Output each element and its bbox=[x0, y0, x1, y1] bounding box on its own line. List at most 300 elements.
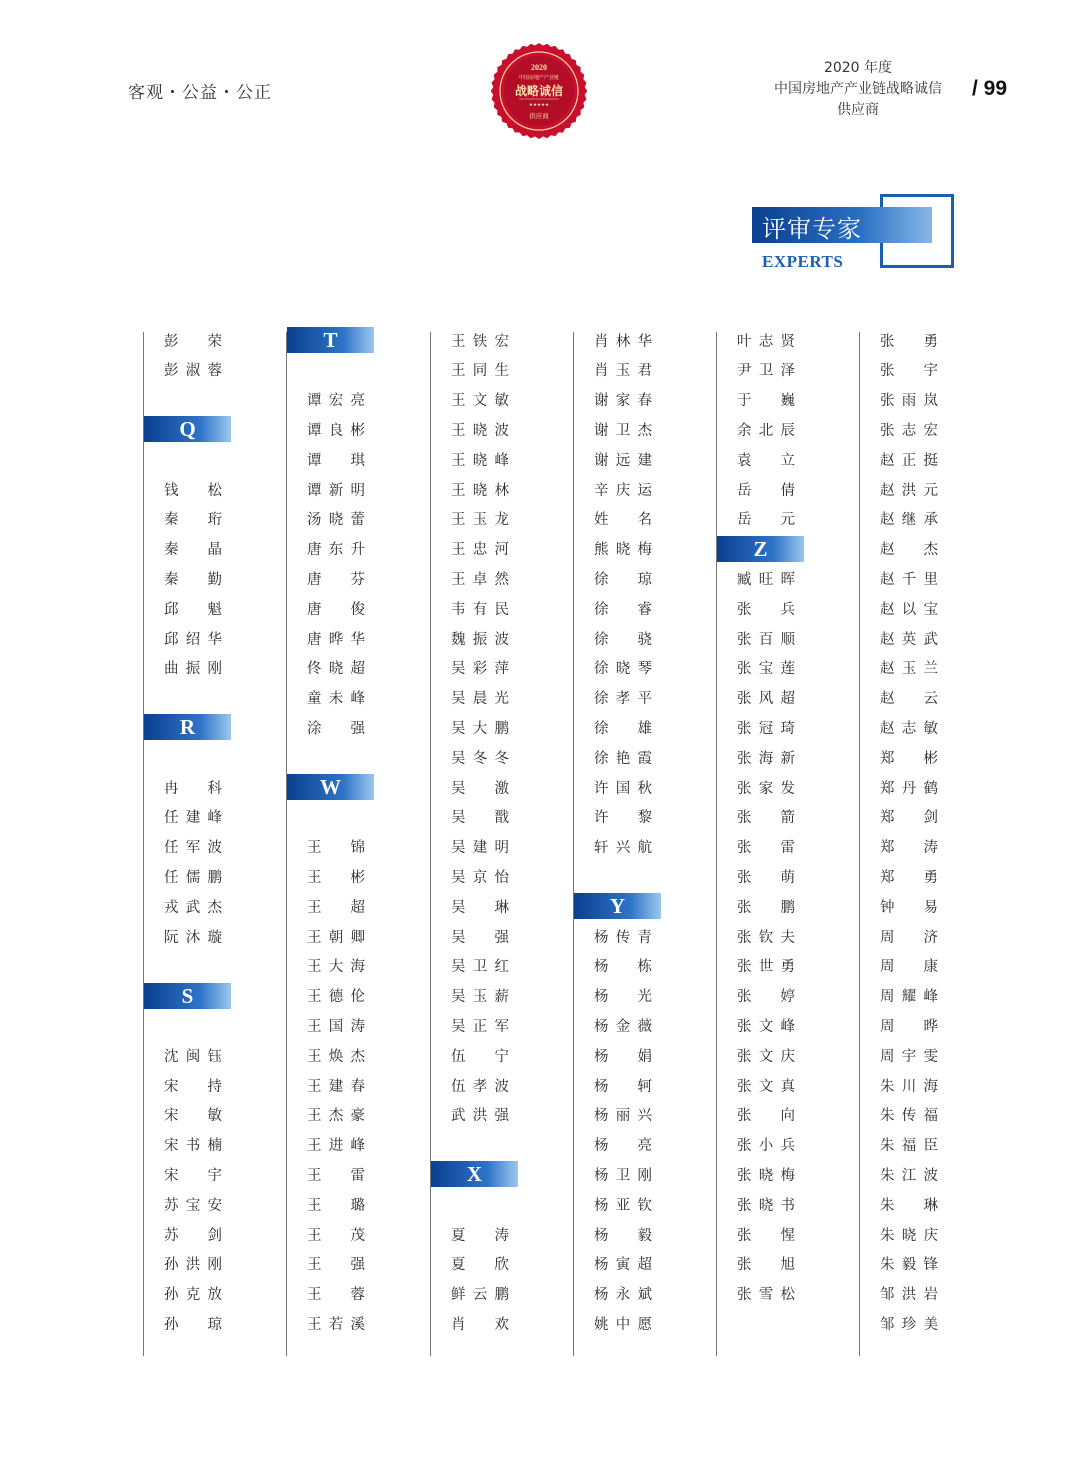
name-character: 楠 bbox=[207, 1138, 222, 1155]
name-character: 红 bbox=[494, 959, 509, 976]
name-character: 宇 bbox=[901, 1048, 917, 1065]
expert-name-text bbox=[880, 838, 938, 856]
name-character: 伦 bbox=[350, 989, 365, 1006]
expert-name-text bbox=[880, 480, 938, 498]
expert-name-text bbox=[451, 510, 509, 528]
name-character: 新 bbox=[780, 750, 795, 767]
expert-name-text bbox=[594, 718, 652, 736]
name-character: 王 bbox=[307, 1138, 322, 1155]
name-character: 黎 bbox=[637, 810, 652, 827]
name-character: 明 bbox=[494, 840, 509, 857]
name-character: 宝 bbox=[758, 661, 774, 678]
name-character: 彭 bbox=[164, 333, 179, 350]
name-character: 杨 bbox=[594, 989, 609, 1006]
name-character: 周 bbox=[880, 1048, 895, 1065]
name-character: 彩 bbox=[472, 661, 488, 678]
name-character: 军 bbox=[185, 840, 201, 857]
expert-name-text bbox=[737, 927, 795, 945]
name-character: 王 bbox=[451, 333, 466, 350]
expert-name-text bbox=[307, 838, 365, 856]
expert-name-text bbox=[307, 897, 365, 915]
name-character: 强 bbox=[494, 1108, 509, 1125]
name-character: 骁 bbox=[637, 631, 652, 648]
name-character: 升 bbox=[350, 542, 365, 559]
name-character: 吴 bbox=[451, 929, 466, 946]
name-character: 晓 bbox=[758, 1197, 774, 1214]
name-character: 周 bbox=[880, 959, 895, 976]
name-character: 琼 bbox=[637, 571, 652, 588]
name-character: 琪 bbox=[350, 452, 365, 469]
name-character: 朱 bbox=[880, 1167, 895, 1184]
name-character: 远 bbox=[615, 452, 631, 469]
name-character: 玉 bbox=[472, 989, 488, 1006]
name-character: 赵 bbox=[880, 542, 895, 559]
expert-name-text bbox=[594, 659, 652, 677]
name-character: 济 bbox=[923, 929, 938, 946]
expert-name-text bbox=[307, 420, 365, 438]
expert-name-text bbox=[594, 1255, 652, 1273]
expert-name-text bbox=[307, 1076, 365, 1094]
expert-name-text bbox=[451, 748, 509, 766]
name-character: 若 bbox=[328, 1316, 344, 1333]
expert-name-text bbox=[737, 987, 795, 1005]
name-character: 蓉 bbox=[350, 1287, 365, 1304]
expert-name-text bbox=[307, 599, 365, 617]
name-character: 杨 bbox=[594, 1138, 609, 1155]
expert-name-text bbox=[594, 1165, 652, 1183]
expert-name-text bbox=[307, 480, 365, 498]
expert-name-text bbox=[164, 1165, 222, 1183]
name-character: 任 bbox=[164, 810, 179, 827]
expert-name-text bbox=[307, 1046, 365, 1064]
name-character: 杨 bbox=[594, 1108, 609, 1125]
name-character: 沈 bbox=[164, 1048, 179, 1065]
name-character: 华 bbox=[350, 631, 365, 648]
name-character: 兵 bbox=[780, 601, 795, 618]
name-character: 张 bbox=[737, 959, 752, 976]
expert-name-text bbox=[451, 1225, 509, 1243]
name-column bbox=[143, 332, 286, 1356]
expert-name-text bbox=[164, 1255, 222, 1273]
name-character: 金 bbox=[615, 1018, 631, 1035]
name-character: 文 bbox=[472, 393, 488, 410]
name-character: 张 bbox=[737, 929, 752, 946]
name-character: 邱 bbox=[164, 601, 179, 618]
expert-name-text bbox=[737, 659, 795, 677]
expert-name-text bbox=[594, 361, 652, 379]
name-character: 洪 bbox=[901, 482, 917, 499]
name-character: 萌 bbox=[780, 869, 795, 886]
name-character: 忠 bbox=[472, 542, 488, 559]
name-character: 强 bbox=[350, 1257, 365, 1274]
name-character: 卫 bbox=[615, 422, 631, 439]
letter-heading: S bbox=[144, 983, 231, 1009]
name-character: 王 bbox=[307, 1108, 322, 1125]
name-character: 叶 bbox=[737, 333, 752, 350]
expert-name-text bbox=[737, 1195, 795, 1213]
name-character: 松 bbox=[207, 482, 222, 499]
seal-title: 战略诚信 bbox=[514, 84, 564, 98]
name-character: 宝 bbox=[923, 601, 938, 618]
name-character: 卫 bbox=[758, 363, 774, 380]
name-character: 志 bbox=[901, 422, 917, 439]
name-character: 臧 bbox=[737, 571, 752, 588]
expert-name-text bbox=[737, 1255, 795, 1273]
name-character: 睿 bbox=[637, 601, 652, 618]
name-character: 东 bbox=[328, 542, 344, 559]
name-character: 赵 bbox=[880, 482, 895, 499]
name-character: 王 bbox=[451, 393, 466, 410]
expert-name-text bbox=[307, 689, 365, 707]
name-character: 谢 bbox=[594, 452, 609, 469]
letter-heading: Z bbox=[717, 536, 804, 562]
name-character: 有 bbox=[472, 601, 488, 618]
name-character: 丹 bbox=[901, 780, 917, 797]
letter-heading: Q bbox=[144, 416, 231, 442]
name-character: 旭 bbox=[780, 1257, 795, 1274]
name-character: 玉 bbox=[615, 363, 631, 380]
name-character: 然 bbox=[494, 571, 509, 588]
name-character: 谭 bbox=[307, 452, 322, 469]
name-character: 王 bbox=[307, 1316, 322, 1333]
name-character: 同 bbox=[472, 363, 488, 380]
expert-name-text bbox=[880, 927, 938, 945]
letter-heading: T bbox=[287, 327, 374, 353]
name-character: 卫 bbox=[472, 959, 488, 976]
name-character: 青 bbox=[637, 929, 652, 946]
name-character: 汤 bbox=[307, 512, 322, 529]
name-character: 张 bbox=[737, 1018, 752, 1035]
name-character: 杰 bbox=[350, 1048, 365, 1065]
expert-name-text bbox=[164, 629, 222, 647]
name-character: 国 bbox=[615, 780, 631, 797]
name-character: 张 bbox=[737, 1048, 752, 1065]
name-character: 张 bbox=[737, 1227, 752, 1244]
name-character: 良 bbox=[328, 422, 344, 439]
name-character: 玉 bbox=[472, 512, 488, 529]
name-character: 激 bbox=[494, 780, 509, 797]
expert-name-text bbox=[737, 1136, 795, 1154]
expert-name-text bbox=[594, 987, 652, 1005]
name-character: 赵 bbox=[880, 512, 895, 529]
expert-name-text bbox=[880, 778, 938, 796]
name-character: 华 bbox=[207, 631, 222, 648]
name-character: 名 bbox=[637, 512, 652, 529]
name-character: 王 bbox=[307, 1227, 322, 1244]
name-character: 晔 bbox=[923, 1018, 938, 1035]
name-character: 秦 bbox=[164, 512, 179, 529]
name-character: 亮 bbox=[637, 1138, 652, 1155]
name-character: 明 bbox=[350, 482, 365, 499]
name-character: 伍 bbox=[451, 1078, 466, 1095]
expert-name-text bbox=[880, 510, 938, 528]
name-character: 刚 bbox=[207, 661, 222, 678]
expert-name-text bbox=[164, 1285, 222, 1303]
name-character: 魁 bbox=[207, 601, 222, 618]
name-character: 孝 bbox=[472, 1078, 488, 1095]
expert-name-text bbox=[307, 718, 365, 736]
name-character: 岳 bbox=[737, 482, 752, 499]
name-character: 姚 bbox=[594, 1316, 609, 1333]
name-character: 张 bbox=[737, 750, 752, 767]
name-character: 峰 bbox=[350, 691, 365, 708]
name-character: 杨 bbox=[594, 959, 609, 976]
name-character: 斌 bbox=[637, 1287, 652, 1304]
name-character: 周 bbox=[880, 929, 895, 946]
name-character: 川 bbox=[901, 1078, 917, 1095]
name-character: 永 bbox=[615, 1287, 631, 1304]
name-character: 大 bbox=[472, 720, 488, 737]
name-character: 赵 bbox=[880, 452, 895, 469]
name-character: 涛 bbox=[923, 840, 938, 857]
expert-name-text bbox=[880, 957, 938, 975]
name-character: 建 bbox=[472, 840, 488, 857]
name-column bbox=[286, 328, 429, 1356]
name-character: 易 bbox=[923, 899, 938, 916]
name-character: 周 bbox=[880, 989, 895, 1006]
name-character: 彬 bbox=[923, 750, 938, 767]
name-character: 郑 bbox=[880, 840, 895, 857]
name-character: 吴 bbox=[451, 1018, 466, 1035]
expert-name-text bbox=[880, 1076, 938, 1094]
expert-name-text bbox=[594, 1136, 652, 1154]
name-character: 王 bbox=[307, 1287, 322, 1304]
name-character: 康 bbox=[923, 959, 938, 976]
name-character: 张 bbox=[880, 363, 895, 380]
name-character: 韦 bbox=[451, 601, 466, 618]
expert-name-text bbox=[451, 1106, 509, 1124]
name-character: 文 bbox=[758, 1018, 774, 1035]
name-character: 轲 bbox=[637, 1078, 652, 1095]
name-character: 未 bbox=[328, 691, 344, 708]
expert-name-text bbox=[451, 540, 509, 558]
name-character: 谭 bbox=[307, 393, 322, 410]
name-character: 唐 bbox=[307, 542, 322, 559]
name-character: 婷 bbox=[780, 989, 795, 1006]
expert-name-text bbox=[451, 1076, 509, 1094]
name-character: 雷 bbox=[350, 1167, 365, 1184]
name-character: 徐 bbox=[594, 720, 609, 737]
name-character: 海 bbox=[923, 1078, 938, 1095]
seal-arc-text: 中国房地产产业链 bbox=[518, 75, 560, 81]
name-character: 杰 bbox=[637, 422, 652, 439]
expert-name-text bbox=[880, 450, 938, 468]
name-character: 鹏 bbox=[494, 1287, 509, 1304]
publication-category: 供应商 bbox=[837, 102, 879, 118]
name-character: 焕 bbox=[328, 1048, 344, 1065]
name-character: 张 bbox=[737, 1167, 752, 1184]
expert-name-text bbox=[880, 540, 938, 558]
name-character: 邹 bbox=[880, 1287, 895, 1304]
letter-heading: W bbox=[287, 774, 374, 800]
expert-name-text bbox=[307, 540, 365, 558]
name-character: 张 bbox=[737, 1108, 752, 1125]
section-title: 评审专家 bbox=[762, 215, 862, 243]
name-character: 民 bbox=[494, 601, 509, 618]
name-character: 云 bbox=[923, 691, 938, 708]
name-character: 蕾 bbox=[350, 512, 365, 529]
name-character: 张 bbox=[737, 601, 752, 618]
name-character: 顺 bbox=[780, 631, 795, 648]
name-character: 杰 bbox=[923, 542, 938, 559]
name-character: 兵 bbox=[780, 1138, 795, 1155]
name-character: 杨 bbox=[594, 1078, 609, 1095]
name-character: 孙 bbox=[164, 1257, 179, 1274]
name-character: 刚 bbox=[637, 1167, 652, 1184]
expert-name-text bbox=[594, 1076, 652, 1094]
name-character: 赵 bbox=[880, 571, 895, 588]
name-character: 朱 bbox=[880, 1078, 895, 1095]
expert-name-text bbox=[880, 599, 938, 617]
expert-name-text bbox=[594, 420, 652, 438]
name-character: 栋 bbox=[637, 959, 652, 976]
name-character: 岚 bbox=[923, 393, 938, 410]
name-character: 鹤 bbox=[923, 780, 938, 797]
expert-name-text bbox=[307, 1136, 365, 1154]
name-character: 中 bbox=[615, 1316, 631, 1333]
name-character: 鹏 bbox=[780, 899, 795, 916]
name-character: 王 bbox=[307, 929, 322, 946]
name-character: 王 bbox=[307, 1197, 322, 1214]
seal-bottom: 供应商 bbox=[529, 112, 549, 120]
expert-name-text bbox=[164, 480, 222, 498]
expert-name-text bbox=[594, 450, 652, 468]
name-character: 夏 bbox=[451, 1227, 466, 1244]
name-character: 钦 bbox=[637, 1197, 652, 1214]
name-character: 振 bbox=[185, 661, 201, 678]
name-character: 亮 bbox=[350, 393, 365, 410]
expert-name-text bbox=[594, 957, 652, 975]
expert-name-text bbox=[594, 1016, 652, 1034]
name-character: 春 bbox=[637, 393, 652, 410]
name-character: 云 bbox=[472, 1287, 488, 1304]
name-character: 宏 bbox=[494, 333, 509, 350]
expert-name-text bbox=[737, 718, 795, 736]
expert-name-text bbox=[164, 808, 222, 826]
name-character: 百 bbox=[758, 631, 774, 648]
name-character: 剑 bbox=[923, 810, 938, 827]
expert-name-text bbox=[451, 480, 509, 498]
expert-name-text bbox=[451, 1255, 509, 1273]
name-character: 涛 bbox=[350, 1018, 365, 1035]
name-character: 赵 bbox=[880, 661, 895, 678]
name-character: 晓 bbox=[472, 452, 488, 469]
name-character: 超 bbox=[780, 691, 795, 708]
name-character: 许 bbox=[594, 810, 609, 827]
expert-name-text bbox=[307, 1314, 365, 1332]
name-character: 德 bbox=[328, 989, 344, 1006]
name-character: 泽 bbox=[780, 363, 795, 380]
name-character: 庆 bbox=[923, 1227, 938, 1244]
expert-name-text bbox=[594, 1046, 652, 1064]
expert-name-text bbox=[164, 1225, 222, 1243]
name-character: 航 bbox=[637, 840, 652, 857]
expert-name-text bbox=[451, 599, 509, 617]
name-character: 宏 bbox=[328, 393, 344, 410]
expert-name-text bbox=[880, 1255, 938, 1273]
expert-name-text bbox=[451, 1016, 509, 1034]
expert-name-text bbox=[737, 748, 795, 766]
name-character: 雨 bbox=[901, 393, 917, 410]
expert-name-text bbox=[164, 1136, 222, 1154]
expert-name-text bbox=[307, 569, 365, 587]
name-character: 轩 bbox=[594, 840, 609, 857]
name-character: 涛 bbox=[494, 1227, 509, 1244]
expert-name-text bbox=[164, 1046, 222, 1064]
name-character: 王 bbox=[451, 512, 466, 529]
name-character: 宋 bbox=[164, 1138, 179, 1155]
name-character: 志 bbox=[758, 333, 774, 350]
name-character: 秋 bbox=[637, 780, 652, 797]
expert-name-text bbox=[880, 1016, 938, 1034]
name-character: 王 bbox=[307, 1078, 322, 1095]
name-character: 艳 bbox=[615, 750, 631, 767]
name-character: 绍 bbox=[185, 631, 201, 648]
name-character: 传 bbox=[901, 1108, 917, 1125]
name-character: 继 bbox=[901, 512, 917, 529]
name-character: 松 bbox=[780, 1287, 795, 1304]
name-character: 春 bbox=[350, 1078, 365, 1095]
name-character: 耀 bbox=[901, 989, 917, 1006]
expert-name-text bbox=[451, 927, 509, 945]
name-character: 兰 bbox=[923, 661, 938, 678]
expert-name-text bbox=[164, 927, 222, 945]
name-character: 张 bbox=[737, 661, 752, 678]
expert-name-text bbox=[451, 569, 509, 587]
name-character: 卓 bbox=[472, 571, 488, 588]
name-character: 以 bbox=[901, 601, 917, 618]
name-character: 梅 bbox=[637, 542, 652, 559]
name-character: 张 bbox=[737, 780, 752, 797]
name-character: 敏 bbox=[923, 720, 938, 737]
name-character: 钟 bbox=[880, 899, 895, 916]
name-character: 勇 bbox=[923, 333, 938, 350]
name-character: 旺 bbox=[758, 571, 774, 588]
expert-name-text bbox=[880, 659, 938, 677]
name-character: 岩 bbox=[923, 1287, 938, 1304]
name-character: 张 bbox=[737, 1287, 752, 1304]
name-character: 建 bbox=[185, 810, 201, 827]
name-character: 承 bbox=[923, 512, 938, 529]
name-character: 杨 bbox=[594, 1257, 609, 1274]
expert-name-text bbox=[737, 599, 795, 617]
name-character: 洪 bbox=[185, 1257, 201, 1274]
name-character: 进 bbox=[328, 1138, 344, 1155]
name-character: 海 bbox=[758, 750, 774, 767]
name-character: 王 bbox=[451, 452, 466, 469]
name-character: 宋 bbox=[164, 1167, 179, 1184]
name-character: 王 bbox=[307, 899, 322, 916]
name-character: 臣 bbox=[923, 1138, 938, 1155]
expert-name-text bbox=[737, 689, 795, 707]
expert-name-text bbox=[164, 778, 222, 796]
name-character: 王 bbox=[307, 959, 322, 976]
name-character: 正 bbox=[472, 1018, 488, 1035]
name-character: 宏 bbox=[923, 422, 938, 439]
name-character: 冉 bbox=[164, 780, 179, 797]
name-character: 铁 bbox=[472, 333, 488, 350]
expert-name-text bbox=[451, 838, 509, 856]
name-character: 宋 bbox=[164, 1108, 179, 1125]
name-character: 谭 bbox=[307, 422, 322, 439]
name-character: 薪 bbox=[494, 989, 509, 1006]
name-character: 毅 bbox=[637, 1227, 652, 1244]
name-character: 倩 bbox=[780, 482, 795, 499]
expert-name-text bbox=[880, 361, 938, 379]
expert-name-text bbox=[737, 361, 795, 379]
expert-name-text bbox=[594, 689, 652, 707]
name-character: 庆 bbox=[780, 1048, 795, 1065]
